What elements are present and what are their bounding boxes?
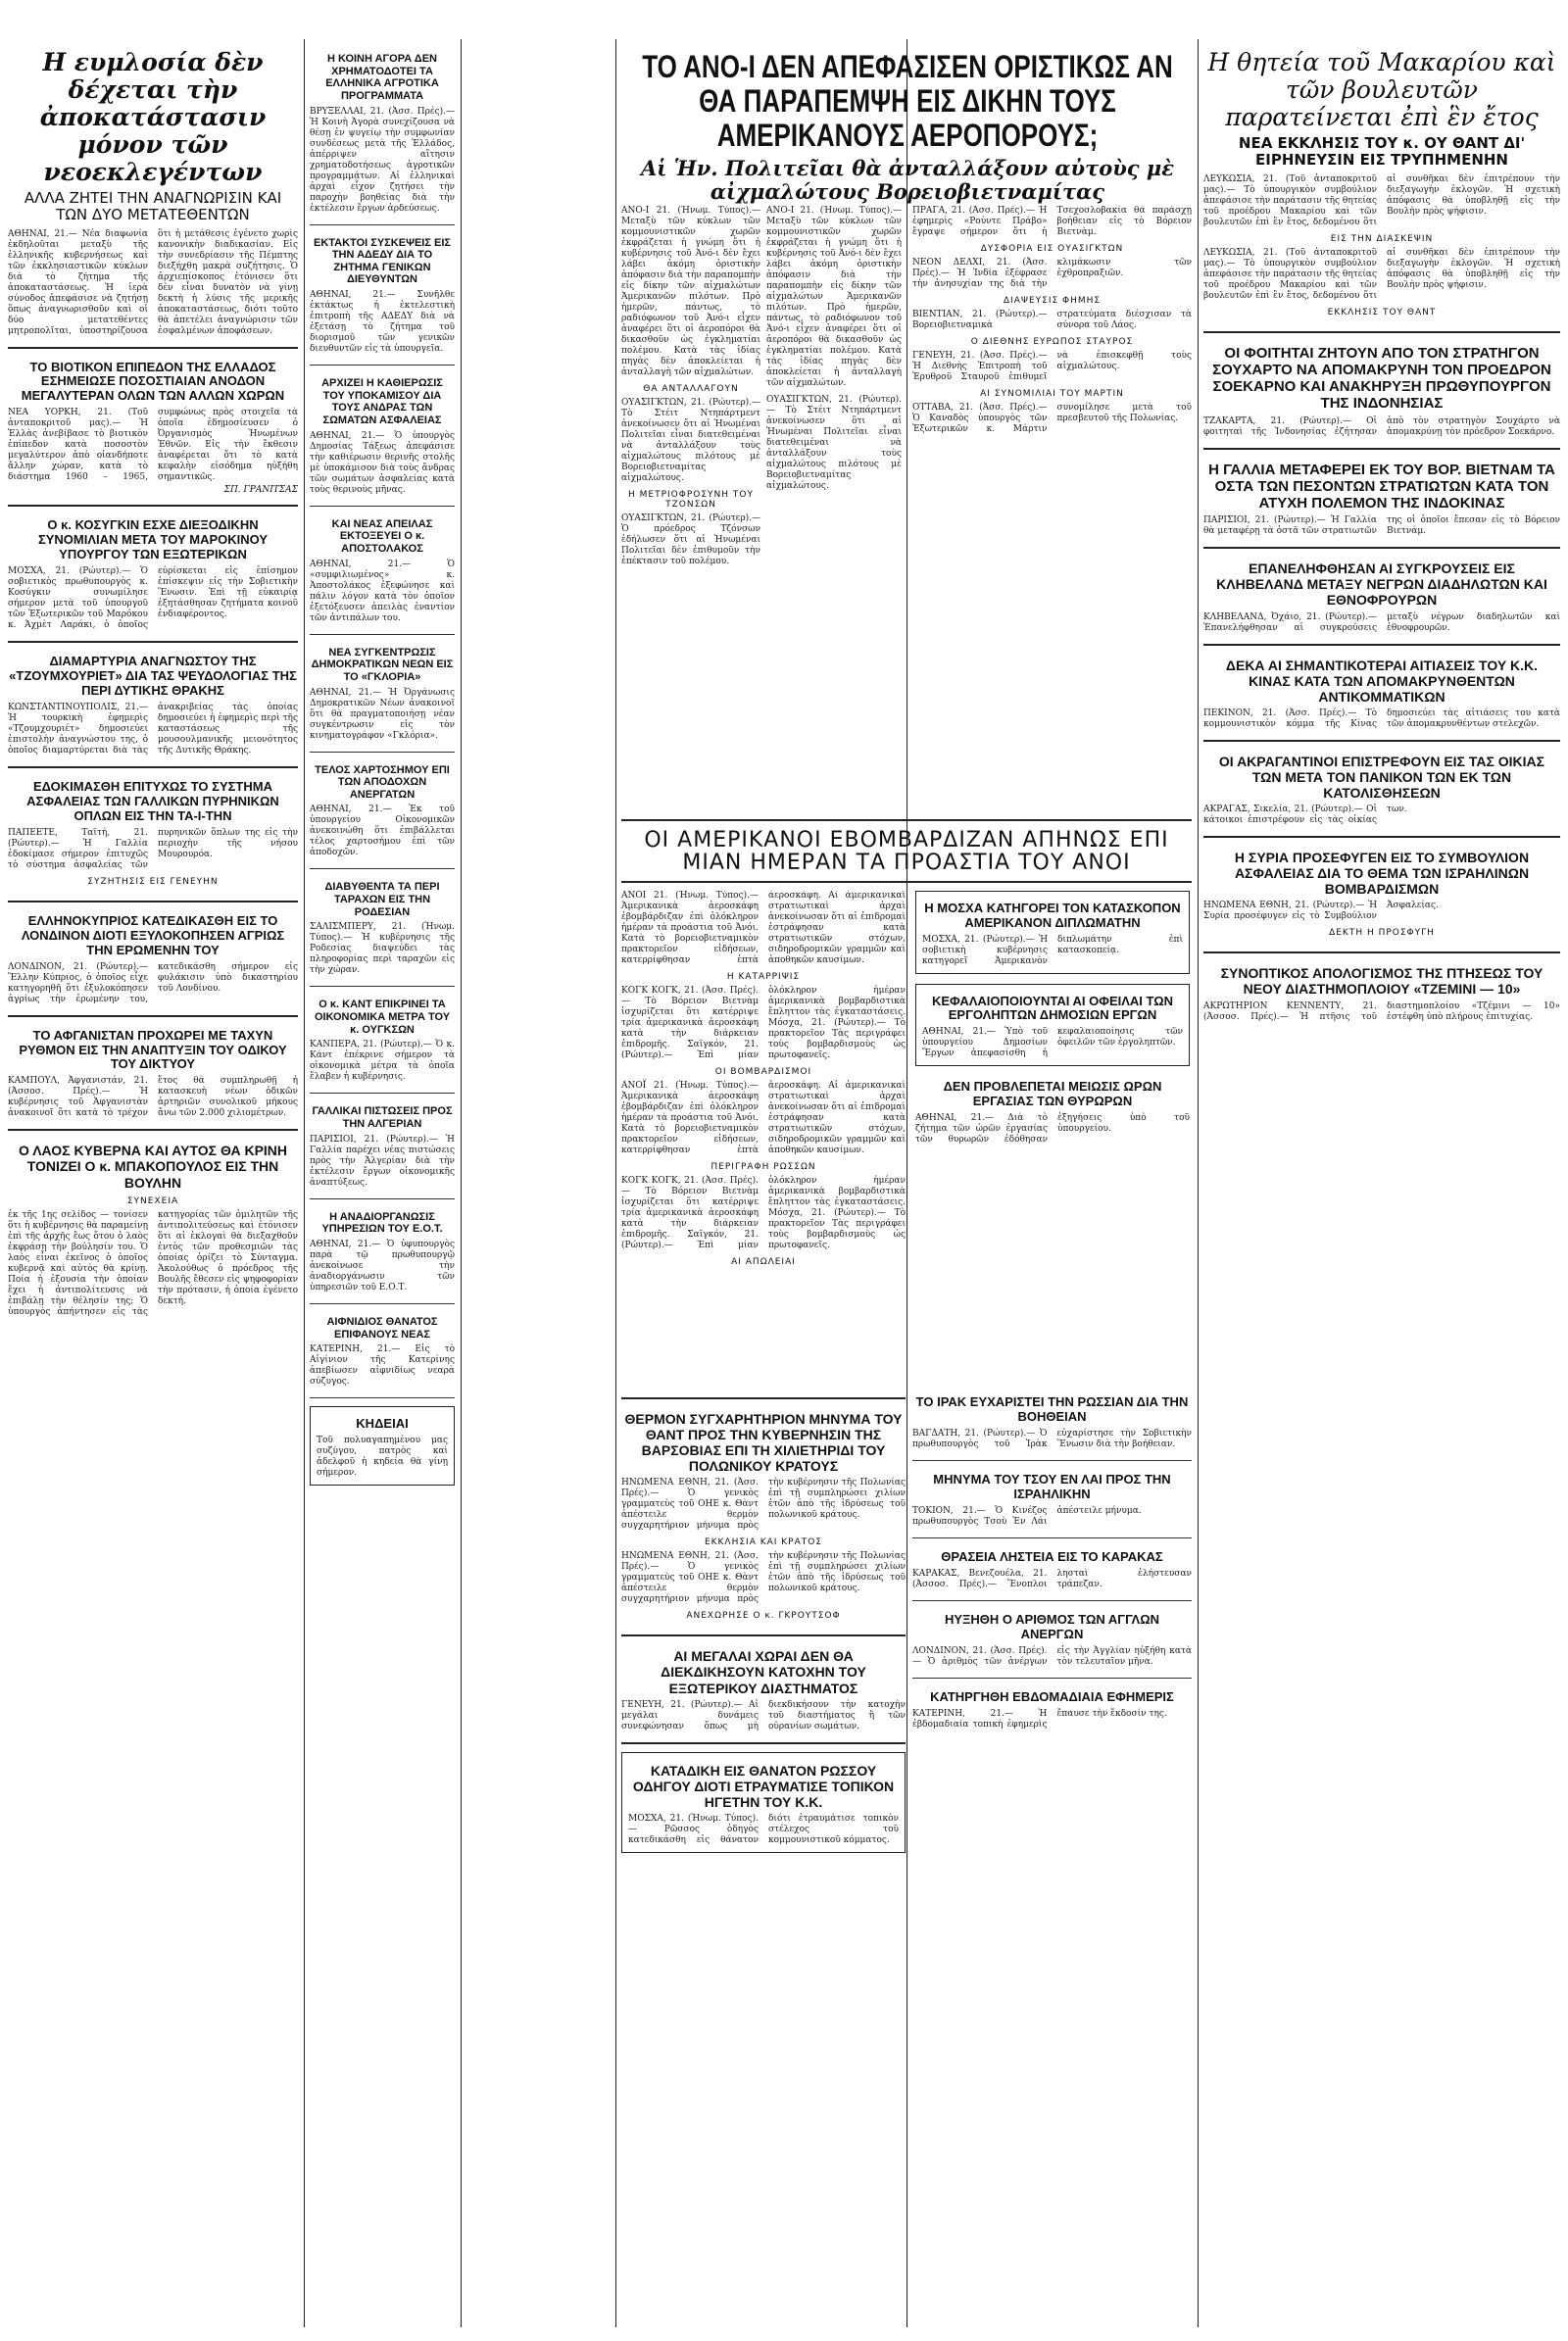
article-body: ΑΘΗΝΑΙ, 21.— Ὁ «συμφιλιωμένος» κ. Ἀποστολάκος ἐξεφώνησε καὶ πάλιν λόγον κατὰ τὸν ὁποῖον ἐξετόξευσεν ἀπειλὰς ἐναντίον τῶν ἀντιπάλων του.: [310, 559, 455, 623]
headline: ΝΕΑ ΣΥΓΚΕΝΤΡΩΣΙΣ ΔΗΜΟΚΡΑΤΙΚΩΝ ΝΕΩΝ ΕΙΣ ΤΟ «ΓΚΛΟΡΙΑ»: [311, 646, 454, 683]
divider: [310, 1198, 455, 1199]
article-body: ΚΑΡΑΚΑΣ, Βενεζουέλα, 21. (Ἀσσοσ. Πρές).— Ἔνοπλοι λησταὶ ἐλήστευσαν τράπεζαν.: [912, 1568, 1192, 1589]
subhead: ΔΙΑΨΕΥΣΙΣ ΦΗΜΗΣ: [1003, 296, 1102, 306]
column-4-upper: [912, 206, 1192, 804]
article-body: ΑΘΗΝΑΙ, 21.— Συνῆλθε ἐκτάκτως ἡ ἐκτελεστικὴ ἐπιτροπὴ τῆς ΑΔΕΔΥ διὰ νὰ ἐξετάσῃ τὸ ζήτημα τοῦ διορισμοῦ τῶν γενικῶν διευθυντῶν εἰς τὰ ὑπουργεῖα.: [310, 290, 455, 355]
article-body: ΜΟΣΧΑ, 21. (Ρώυτερ).— Ἡ σοβιετικὴ κυβέρνησις κατηγορεῖ Ἀμερικανὸν διπλωμάτην ἐπὶ κατασκοπείᾳ.: [922, 934, 1183, 966]
subhead: ΔΕΚΤΗ Η ΠΡΟΣΦΥΓΗ: [1329, 928, 1435, 939]
article: [1203, 458, 1560, 538]
article-body: ΒΑΓΔΑΤΗ, 21. (Ρώυτερ).— Ὁ πρωθυπουργὸς τοῦ Ἰρὰκ εὐχαρίστησε τὴν Σοβιετικὴν Ἕνωσιν διὰ τὴν βοήθειαν.: [912, 1428, 1192, 1449]
article: [1203, 341, 1560, 438]
article: [8, 776, 298, 891]
divider: [310, 1397, 455, 1398]
column-rule: [615, 39, 616, 2327]
article-body: ΛΟΝΔΙΝΟΝ, 21. (Ἀσσ. Πρές).— Ὁ ἀριθμὸς τῶν ἀνέργων εἰς τὴν Ἀγγλίαν ηὐξήθη κατὰ τὸν τελευταῖον μῆνα.: [912, 1645, 1192, 1667]
headline: Η ΣΥΡΙΑ ΠΡΟΣΕΦΥΓΕΝ ΕΙΣ ΤΟ ΣΥΜΒΟΥΛΙΟΝ ΑΣΦΑΛΕΙΑΣ ΔΙΑ ΤΟ ΘΕΜΑ ΤΩΝ ΙΣΡΑΗΛΙΝΩΝ ΒΟΜΒΑΡΔΙΣΜΩΝ: [1234, 850, 1530, 898]
divider: [1203, 836, 1560, 838]
divider: [621, 819, 1192, 821]
headline: ΔΕΚΑ ΑΙ ΣΗΜΑΝΤΙΚΟΤΕΡΑΙ ΑΙΤΙΑΣΕΙΣ ΤΟΥ Κ.Κ. ΚΙΝΑΣ ΚΑΤΑ ΤΩΝ ΑΠΟΜΑΚΡΥΝΘΕΝΤΩΝ ΑΝΤΙΚΟΜΜΑΤΙΚΩΝ: [1225, 657, 1539, 705]
headline: ΤΕΛΟΣ ΧΑΡΤΟΣΗΜΟΥ ΕΠΙ ΤΩΝ ΑΠΟΔΟΧΩΝ ΑΝΕΡΓΑΤΩΝ: [315, 763, 450, 801]
divider: [310, 1303, 455, 1304]
article-body: ΗΝΩΜΕΝΑ ΕΘΝΗ, 21. (Ἀσσ. Πρές).— Ὁ γενικὸς γραμματεὺς τοῦ ΟΗΕ κ. Θὰντ ἀπέστειλε θερμὸν συγχαρητήριον μήνυμα πρὸς τὴν κυβέρνησιν τῆς Πολωνίας ἐπὶ τῇ συμπληρώσει χιλίων ἐτῶν ἀπὸ τῆς ἱδρύσεως τοῦ πολωνικοῦ κράτους.: [621, 1478, 906, 1532]
article-body: ΝΕΑ ΥΟΡΚΗ, 21. (Τοῦ ἀνταποκριτοῦ μας).— Ἡ Ἑλλὰς ἀνεβίβασε τὸ βιοτικὸν ἐπίπεδον κατὰ ποσοστὸν μεγαλύτερον ἀπὸ οἱανδήποτε ἄλλην χώραν, κατὰ τὸ διάστημα 1960 – 1965, συμφώνως πρὸς στοιχεῖα τὰ ὁποῖα ἐδημοσίευσεν ὁ Ὀργανισμὸς Ἡνωμένων Ἐθνῶν. Εἰς τὴν ἔκθεσιν ἀναφέρεται ὅτι τὸ κατὰ κεφαλὴν εἰσόδημα ηὐξήθη σημαντικῶς.: [8, 408, 298, 483]
article-body: ΚΑΤΕΡΙΝΗ, 21.— Εἰς τὸ Αἰγίνιον τῆς Κατερίνης ἀπεβίωσεν αἰφνιδίως νεαρὰ σύζυγος.: [310, 1344, 455, 1388]
column-4-lower: [912, 1391, 1192, 2322]
headline: Η ΚΟΙΝΗ ΑΓΟΡΑ ΔΕΝ ΧΡΗΜΑΤΟΔΟΤΕΙ ΤΑ ΕΛΛΗΝΙΚΑ ΑΓΡΟΤΙΚΑ ΠΡΟΓΡΑΜΜΑΤΑ: [325, 53, 439, 102]
article: [310, 233, 455, 356]
headline: ΕΚΤΑΚΤΟΙ ΣΥΣΚΕΨΕΙΣ ΕΙΣ ΤΗΝ ΑΔΕΔΥ ΔΙΑ ΤΟ ΖΗΤΗΜΑ ΓΕΝΙΚΩΝ ΔΙΕΥΘΥΝΤΩΝ: [313, 236, 452, 286]
article-body: Τοῦ πολυαγαπημένου μας συζύγου, πατρὸς καὶ ἀδελφοῦ ἡ κηδεία θὰ γίνῃ σήμερον.: [317, 1436, 448, 1479]
divider: [1203, 644, 1560, 646]
article: [310, 49, 455, 215]
article: [8, 1139, 298, 1317]
column-3-lower: [621, 1391, 906, 2322]
article: [912, 1391, 1192, 1450]
article-body: ΚΟΓΚ ΚΟΓΚ, 21. (Ἀσσ. Πρές).— Τὸ Βόρειον Βιετνὰμ ἰσχυρίζεται ὅτι κατέρριψε τρία ἀμερικανικὰ ἀεροσκάφη κατὰ τὴν διάρκειαν ἐπιδρομῆς. Σαϊγκόν, 21. (Ρώυτερ).— Ἐπὶ μίαν ὁλόκληρον ἡμέραν ἀμερικανικὰ βομβαρδιστικὰ ἔπληττον τὰς ἐγκαταστάσεις. Μόσχα, 21. (Ρώυτερ).— Τὸ πρακτορεῖον Τὰς περιγράφει τοὺς βομβαρδισμοὺς ὡς πρωτοφανεῖς.: [621, 1175, 906, 1250]
subhead: ΕΚΚΛΗΣΙΑ ΚΑΙ ΚΡΑΤΟΣ: [704, 1537, 823, 1548]
headline: ΘΡΑΣΕΙΑ ΛΗΣΤΕΙΑ ΕΙΣ ΤΟ ΚΑΡΑΚΑΣ: [941, 1548, 1163, 1564]
article: [310, 760, 455, 859]
article: [1203, 654, 1560, 730]
article: [1203, 846, 1560, 942]
article: [8, 910, 298, 1005]
headline: ΚΕΦΑΛΑΙΟΠΟΙΟΥΝΤΑΙ ΑΙ ΟΦΕΙΛΑΙ ΤΩΝ ΕΡΓΟΛΗΠΤΩΝ ΔΗΜΟΣΙΩΝ ΕΡΓΩΝ: [931, 993, 1174, 1023]
headline: ΤΟ ΑΦΓΑΝΙΣΤΑΝ ΠΡΟΧΩΡΕΙ ΜΕ ΤΑΧΥΝ ΡΥΘΜΟΝ ΕΙΣ ΤΗΝ ΑΝΑΠΤΥΞΙΝ ΤΟΥ ΟΔΙΚΟΥ ΤΟΥ ΔΙΚΤΥΟΥ: [19, 1027, 287, 1072]
divider: [621, 881, 1192, 883]
article-body: ΤΟΚΙΟΝ, 21.— Ὁ Κινέζος πρωθυπουργὸς Τσοὺ Ἐν Λάι ἀπέστειλε μήνυμα.: [912, 1505, 1142, 1527]
divider: [310, 1093, 455, 1094]
article: [621, 1752, 906, 1853]
article: [915, 984, 1190, 1067]
divider: [310, 224, 455, 225]
subhead: ΑΙ ΑΠΩΛΕΙΑΙ: [731, 1256, 796, 1267]
divider: [912, 1678, 1192, 1679]
article: [310, 1101, 455, 1188]
subheadline: ΝΕΑ ΕΚΚΛΗΣΙΣ ΤΟΥ κ. ΟΥ ΘΑΝΤ ΔΙ' ΕΙΡΗΝΕΥΣΙΝ ΕΙΣ ΤΡΥΠΗΜΕΝΗΝ: [1238, 134, 1526, 170]
article: [8, 357, 298, 496]
article: [1203, 557, 1560, 633]
headline: ΔΕΝ ΠΡΟΒΛΕΠΕΤΑΙ ΜΕΙΩΣΙΣ ΩΡΩΝ ΕΡΓΑΣΙΑΣ ΤΩΝ ΘΥΡΩΡΩΝ: [943, 1079, 1162, 1109]
article-body: ΒΡΥΞΕΛΛΑΙ, 21. (Ἀσσ. Πρές).— Ἡ Κοινὴ Ἀγορὰ συνεχίζουσα νὰ θέσῃ ἐν ψυγείῳ τὴν συμφωνίαν συνδέσεως μετὰ τῆς Ἑλλάδος, ἀπέρριψεν αἴτησιν χρηματοδοτήσεως ἀγροτικῶν προγραμμάτων. Αἱ ἑλληνικαὶ ἀρχαὶ εἶχον ζητήσει τὴν παροχὴν βοηθείας διὰ τὴν ἐκτέλεσιν ἔργων ἀρδεύσεως.: [310, 106, 455, 214]
headline: Η ΑΝΑΔΙΟΡΓΑΝΩΣΙΣ ΥΠΗΡΕΣΙΩΝ ΤΟΥ Ε.Ο.Τ.: [321, 1210, 443, 1236]
divider: [1203, 547, 1560, 549]
divider: [8, 641, 298, 643]
subhead: ΠΕΡΙΓΡΑΦΗ ΡΩΣΣΩΝ: [710, 1161, 816, 1172]
lead-subheadline: Αἱ Ἡν. Πολιτεῖαι θὰ ἀνταλλάξουν αὐτοὺς μὲ αἰχμαλώτους Βορειοβιετναμίτας: [640, 156, 1175, 204]
article-body: ΑΘΗΝΑΙ, 21.— Ὁ ὑπουργὸς Δημοσίας Τάξεως ἀπεφάσισε τὴν καθιέρωσιν θερινῆς στολῆς μὲ ὑποκάμισον διὰ τοὺς ἄνδρας τῶν σωμάτων ἀσφαλείας κατὰ τοὺς θερινοὺς μῆνας.: [310, 430, 455, 495]
article-body: ΑΘΗΝΑΙ, 21.— Νέα διαφωνία ἐκδηλοῦται μεταξὺ τῆς ἑλληνικῆς κυβερνήσεως καὶ τῶν ἐκκλησιαστικῶν κύκλων διὰ τὸ ζήτημα τῆς ἀποκαταστάσεως. Ἡ ἱερὰ σύνοδος ἀπεφάσισε νὰ ζητήσῃ ὅπως ἀναγνωρισθοῦν καὶ οἱ δύο μετατεθέντες μητροπολῖται, ὑποστηρίζουσα ὅτι ἡ μετάθεσις ἐγένετο χωρὶς κανονικὴν διαδικασίαν. Εἰς τὴν συνεδρίασιν τῆς Πέμπτης διεξήχθη μακρὰ συζήτησις. Ὁ ἀρχιεπίσκοπος ἐτόνισεν ὅτι δὲν εἶναι δυνατὸν νὰ γίνῃ δεκτὴ ἡ λύσις τῆς μερικῆς ἀποκαταστάσεως, διότι τοῦτο θὰ ἀπετέλει ἀναγνώρισιν τῶν ἐσφαλμένων ἀποφάσεων.: [8, 228, 298, 336]
column-rule: [461, 39, 462, 2327]
headline: Ο κ. ΚΑΝΤ ΕΠΙΚΡΙΝΕΙ ΤΑ ΟΙΚΟΝΟΜΙΚΑ ΜΕΤΡΑ ΤΟΥ κ. ΟΥΓΚΣΩΝ: [314, 999, 451, 1036]
divider: [310, 986, 455, 987]
article-body: ΚΩΝΣΤΑΝΤΙΝΟΥΠΟΛΙΣ, 21.— Ἡ τουρκικὴ ἐφημερὶς «Τζουμχουριέτ» δημοσιεύει ἐπιστολὴν ἀναγνώστου της, ὁ ὁποῖος διαμαρτύρεται διὰ τὰς ἀνακριβείας τὰς ὁποίας δημοσιεύει ἡ ἐφημερὶς περὶ τῆς καταστάσεως τῆς μουσουλμανικῆς μειονότητος τῆς Δυτικῆς Θράκης.: [8, 702, 298, 756]
subhead: Ο ΔΙΕΘΝΗΣ ΕΥΡΩΠΟΣ ΣΤΑΥΡΟΣ: [970, 337, 1134, 347]
headline: ΔΙΑΜΑΡΤΥΡΙΑ ΑΝΑΓΝΩΣΤΟΥ ΤΗΣ «ΤΖΟΥΜΧΟΥΡΙΕΤ» ΔΙΑ ΤΑΣ ΨΕΥΔΟΛΟΓΙΑΣ ΤΗΣ ΠΕΡΙ ΔΥΤΙΚΗΣ ΘΡΑΚΗΣ: [9, 654, 297, 698]
subhead: ΕΚΚΛΗΣΙΣ ΤΟΥ ΘΑΝΤ: [1327, 307, 1437, 317]
article-body: ΚΟΓΚ ΚΟΓΚ, 21. (Ἀσσ. Πρές).— Τὸ Βόρειον Βιετνὰμ ἰσχυρίζεται ὅτι κατέρριψε τρία ἀμερικανικὰ ἀεροσκάφη κατὰ τὴν διάρκειαν ἐπιδρομῆς. Σαϊγκόν, 21. (Ρώυτερ).— Ἐπὶ μίαν ὁλόκληρον ἡμέραν ἀμερικανικὰ βομβαρδιστικὰ ἔπληττον τὰς ἐγκαταστάσεις. Μόσχα, 21. (Ρώυτερ).— Τὸ πρακτορεῖον Τὰς περιγράφει τοὺς βομβαρδισμοὺς ὡς πρωτοφανεῖς.: [621, 985, 906, 1060]
article: [912, 1469, 1192, 1528]
article-body: ΗΝΩΜΕΝΑ ΕΘΝΗ, 21. (Ἀσσ. Πρές).— Ὁ γενικὸς γραμματεὺς τοῦ ΟΗΕ κ. Θὰντ ἀπέστειλε θερμὸν συγχαρητήριον μήνυμα πρὸς τὴν κυβέρνησιν τῆς Πολωνίας ἐπὶ τῇ συμπληρώσει χιλίων ἐτῶν ἀπὸ τῆς ἱδρύσεως τοῦ πολωνικοῦ κράτους.: [621, 1551, 906, 1605]
article-body: ΓΕΝΕΥΗ, 21. (Ἀσσ. Πρές).— Ἡ Διεθνὴς Ἐπιτροπὴ τοῦ Ἐρυθροῦ Σταυροῦ ἐπιθυμεῖ νὰ ἐπισκεφθῇ τοὺς αἰχμαλώτους.: [912, 351, 1192, 382]
subhead: ΣΥΖΗΤΗΣΙΣ ΕΙΣ ΓΕΝΕΥΗΝ: [87, 876, 219, 887]
column-2: [310, 49, 455, 2327]
headline: ΣΥΝΟΠΤΙΚΟΣ ΑΠΟΛΟΓΙΣΜΟΣ ΤΗΣ ΠΤΗΣΕΩΣ ΤΟΥ ΝΕΟΥ ΔΙΑΣΤΗΜΟΠΛΟΙΟΥ «ΤΖΕΜΙΝΙ — 10»: [1220, 965, 1544, 998]
article-body: ΣΑΛΙΣΜΠΕΡΥ, 21. (Ἡνωμ. Τύπος).— Ἡ κυβέρνησις τῆς Ροδεσίας διαψεύδει τὰς πληροφορίας περὶ ταραχῶν εἰς τὴν χώραν.: [310, 922, 455, 976]
article-body: ΛΟΝΔΙΝΟΝ, 21. (Ρώυτερ).— Ἕλλην Κύπριος, ὁ ὁποῖος εἶχε κατηγορηθῆ ὅτι ἐξυλοκόπησεν ἀγρίως τὴν ἐρωμένην του, κατεδικάσθη σήμερον εἰς φυλάκισιν ὑπὸ δικαστηρίου τοῦ Λονδίνου.: [8, 961, 298, 1004]
headline: ΟΙ ΑΚΡΑΓΑΝΤΙΝΟΙ ΕΠΙΣΤΡΕΦΟΥΝ ΕΙΣ ΤΑΣ ΟΙΚΙΑΣ ΤΩΝ ΜΕΤΑ ΤΟΝ ΠΑΝΙΚΟΝ ΤΩΝ ΕΚ ΤΩΝ ΚΑΤΟΛΙΣΘΗΣΕΩΝ: [1218, 753, 1545, 801]
article: [310, 1207, 455, 1293]
article: [8, 1025, 298, 1120]
headline: ΚΗΔΕΙΑΙ: [356, 1416, 409, 1432]
article: [1203, 49, 1560, 321]
article-body: ΟΤΤΑΒΑ, 21. (Ἀσσ. Πρές).— Ὁ Καναδὸς ὑπουργὸς τῶν Ἐξωτερικῶν κ. Μάρτιν συνομίλησε μετὰ τοῦ πρεσβευτοῦ τῆς Πολωνίας.: [912, 403, 1192, 434]
headline: ΔΙΑΒΥΘΕΝΤΑ ΤΑ ΠΕΡΙ ΤΑΡΑΧΩΝ ΕΙΣ ΤΗΝ ΡΟΔΕΣΙΑΝ: [324, 881, 440, 918]
divider: [310, 634, 455, 635]
article-body: ΚΑΝΠΕΡΑ, 21. (Ρώυτερ).— Ὁ κ. Κάντ ἐπέκρινε σήμερον τὰ οἰκονομικὰ μέτρα τὰ ὁποῖα ἔλαβεν ἡ κυβέρνησις.: [310, 1040, 455, 1083]
lead-headline: ΤΟ ΑΝΟ-Ι ΔΕΝ ΑΠΕΦΑΣΙΣΕΝ ΟΡΙΣΤΙΚΩΣ ΑΝ ΘΑ ΠΑΡΑΠΕΜΨΗ ΕΙΣ ΔΙΚΗΝ ΤΟΥΣ ΑΜΕΡΙΚΑΝΟΥΣ ΑΕΡΟΠΟΡΟΥΣ;: [642, 47, 1173, 154]
divider: [310, 506, 455, 507]
article: [8, 651, 298, 756]
headline: ΟΙ ΑΜΕΡΙΚΑΝΟΙ ΕΒΟΜΒΑΡΔΙΖΑΝ ΑΠΗΝΩΣ ΕΠΙ ΜΙΑΝ ΗΜΕΡΑΝ ΤΑ ΠΡΟΑΣΤΙΑ ΤΟΥ ΑΝΟΙ: [644, 828, 1169, 876]
article-body: ΑΘΗΝΑΙ, 21.— Ὑπὸ τοῦ ὑπουργείου Δημοσίων Ἔργων ἀπεφασίσθη ἡ κεφαλαιοποίησις τῶν ὀφειλῶν τῶν ἐργοληπτῶν.: [922, 1027, 1183, 1059]
article-body: ἐκ τῆς 1ης σελίδος — τονίσεν ὅτι ἡ κυβέρνησις θὰ παραμείνῃ ἐπὶ τῆς ἀρχῆς ἕως ὅτου ὁ λαὸς ἐκφράσῃ τὴν βούλησίν του. Ὁ λαὸς εἶναι ἐκεῖνος ὁ ὁποῖος κυβερνᾷ καὶ αὐτὸς θὰ κρίνῃ. Ποία ἡ ἐξουσία τὴν ὁποίαν ἔχει ἡ ἀντιπολίτευσις νὰ ἐπιβάλῃ τὴν θέλησίν της; Ὁ ὑπουργὸς ἀπήντησεν εἰς τὰς κατηγορίας τῶν ὁμιλητῶν τῆς ἀντιπολιτεύσεως καὶ ἐτόνισεν ὅτι αἱ ἐκλογαὶ θὰ διεξαχθοῦν ἐντὸς τῶν προθεσμιῶν τὰς ὁποίας ὁρίζει τὸ Σύνταγμα. Ἀκολούθως ὁ πρόεδρος τῆς Βουλῆς ἔθεσεν εἰς ψηφοφορίαν τὴν πρότασιν, ἡ ὁποία ἐγένετο δεκτή.: [8, 1209, 298, 1317]
article-body: ΑΘΗΝΑΙ, 21.— Ἐκ τοῦ ὑπουργείου Οἰκονομικῶν ἀνεκοινώθη ὅτι ἐπιβάλλεται τέλος χαρτοσήμου ἐπὶ τῶν ἀποδοχῶν.: [310, 805, 455, 858]
headline: ΗΥΞΗΘΗ Ο ΑΡΙΘΜΟΣ ΤΩΝ ΑΓΓΛΩΝ ΑΝΕΡΓΩΝ: [944, 1611, 1160, 1641]
article-body: ΠΡΑΓΑ, 21. (Ἀσσ. Πρές).— Ἡ ἐφημερὶς «Ρούντε Πράβο» ἔγραψε σήμερον ὅτι ἡ Τσεχοσλοβακία θὰ παράσχῃ βοήθειαν εἰς τὸ Βόρειον Βιετνὰμ.: [912, 206, 1192, 237]
headline: ΑΙΦΝΙΔΙΟΣ ΘΑΝΑΤΟΣ ΕΠΙΦΑΝΟΥΣ ΝΕΑΣ: [326, 1315, 438, 1341]
article-body: ΤΖΑΚΑΡΤΑ, 21. (Ρώυτερ).— Οἱ φοιτηταὶ τῆς Ἰνδονησίας ἐζήτησαν ἀπὸ τὸν στρατηγὸν Σουχάρτο νὰ ἀπομακρύνῃ τὸν πρόεδρον Σοεκάρνο.: [1203, 415, 1560, 437]
article-body: ΑΝΟΪ 21. (Ἡνωμ. Τύπος).— Ἀμερικανικὰ ἀεροσκάφη ἐβομβάρδιζαν ἐπὶ ὁλόκληρον ἡμέραν τὰ προάστια τοῦ Ἀνόι. Κατὰ τὸ βορειοβιετναμικὸν πρακτορεῖον εἰδήσεων, κατερρίφθησαν ἑπτὰ ἀεροσκάφη. Αἱ ἀμερικανικαὶ στρατιωτικαὶ ἀρχαὶ ἀνεκοίνωσαν ὅτι αἱ ἐπιδρομαὶ ἐστράφησαν κατὰ στρατιωτικῶν στόχων, σιδηροδρομικῶν γραμμῶν καὶ ἀποθηκῶν καυσίμων.: [621, 890, 906, 965]
article: [912, 1686, 1192, 1731]
headline: ΟΙ ΦΟΙΤΗΤΑΙ ΖΗΤΟΥΝ ΑΠΟ ΤΟΝ ΣΤΡΑΤΗΓΟΝ ΣΟΥΧΑΡΤΟ ΝΑ ΑΠΟΜΑΚΡΥΝΗ ΤΟΝ ΠΡΟΕΔΡΟΝ ΣΟΕΚΑΡΝΟ ΚΑΙ ΑΝΑΚΗΡΥΞΗ ΠΡΩΘΥΠΟΥΡΓΟΝ ΤΗΣ ΙΝΔΟΝΗΣΙΑΣ: [1212, 344, 1551, 413]
column-3-upper: [621, 206, 760, 804]
divider: [912, 1460, 1192, 1461]
article: [912, 1609, 1192, 1668]
headline: ΤΟ ΒΙΟΤΙΚΟΝ ΕΠΙΠΕΔΟΝ ΤΗΣ ΕΛΛΑΔΟΣ ΕΣΗΜΕΙΩΣΕ ΠΟΣΟΣΤΙΑΙΑΝ ΑΝΟΔΟΝ ΜΕΓΑΛΥΤΕΡΑΝ ΟΛΩΝ ΤΩΝ ΑΛΛΩΝ ΧΩΡΩΝ: [21, 359, 285, 404]
headline: Η ΓΑΛΛΙΑ ΜΕΤΑΦΕΡΕΙ ΕΚ ΤΟΥ ΒΟΡ. ΒΙΕΤΝΑΜ ΤΑ ΟΣΤΑ ΤΩΝ ΠΕΣΟΝΤΩΝ ΣΤΡΑΤΙΩΤΩΝ ΚΑΤΑ ΤΟΝ ΑΤΥΧΗ ΠΟΛΕΜΟΝ ΤΗΣ ΙΝΔΟΚΙΝΑΣ: [1208, 461, 1555, 512]
headline: ΕΛΛΗΝΟΚΥΠΡΙΟΣ ΚΑΤΕΔΙΚΑΣΘΗ ΕΙΣ ΤΟ ΛΟΝΔΙΝΟΝ ΔΙΟΤΙ ΕΞΥΛΟΚΟΠΗΣΕΝ ΑΓΡΙΩΣ ΤΗΝ ΕΡΩΜΕΝΗΝ ΤΟΥ: [21, 912, 285, 957]
obituary-box: [310, 1406, 455, 1486]
wide-article: [621, 813, 1192, 1361]
article: [1203, 750, 1560, 826]
article: [310, 995, 455, 1083]
article: [310, 643, 455, 742]
article-body: ΒΙΕΝΤΙΑΝ, 21. (Ρώυτερ).— Βορειοβιετναμικὰ στρατεύματα διέσχισαν τὰ σύνορα τοῦ Λάος.: [912, 310, 1192, 330]
subhead: ΘΑ ΑΝΤΑΛΛΑΓΟΥΝ: [643, 384, 739, 394]
article: [915, 1076, 1190, 1146]
article: [310, 1312, 455, 1388]
headline: Ο κ. ΚΟΣΥΓΚΙΝ ΕΣΧΕ ΔΙΕΞΟΔΙΚΗΝ ΣΥΝΟΜΙΛΙΑΝ ΜΕΤΑ ΤΟΥ ΜΑΡΟΚΙΝΟΥ ΥΠΟΥΡΓΟΥ ΤΩΝ ΕΞΩΤΕΡΙΚΩΝ: [37, 517, 269, 562]
article-body: ΚΛΗΒΕΛΑΝΔ, Ὀχάιο, 21. (Ρώυτερ).— Ἐπανελήφθησαν αἱ συγκρούσεις μεταξὺ νέγρων διαδηλωτῶν καὶ ἐθνοφρουρῶν.: [1203, 611, 1560, 633]
byline: ΣΠ. ΓΡΑΝΙΤΣΑΣ: [223, 485, 298, 496]
divider: [1203, 448, 1560, 450]
article: [310, 877, 455, 976]
article-body: ΠΑΠΕΕΤΕ, Ταϊτή, 21. (Ρώυτερ).— Ἡ Γαλλία ἐδοκίμασε σήμερον ἐπιτυχῶς τὸ σύστημα ἀσφαλείας τῶν πυρηνικῶν ὅπλων της εἰς τὴν περιοχὴν τῆς νήσου Μουρουρόα.: [8, 827, 298, 870]
divider: [310, 365, 455, 366]
subhead: ΑΝΕΧΩΡΗΣΕ Ο κ. ΓΚΡΟΥΤΣΟΦ: [686, 1611, 841, 1622]
article-body: ΓΕΝΕΥΗ, 21. (Ρώυτερ).— Αἱ μεγάλαι δυνάμεις συνεφώνησαν ὅπως μὴ διεκδικήσουν τὴν κατοχὴν τοῦ διαστήματος ἢ τῶν οὐρανίων σωμάτων.: [621, 1699, 906, 1731]
divider: [1203, 331, 1560, 333]
divider: [621, 1634, 906, 1636]
headline: ΑΡΧΙΖΕΙ Η ΚΑΘΙΕΡΩΣΙΣ ΤΟΥ ΥΠΟΚΑΜΙΣΟΥ ΔΙΑ ΤΟΥΣ ΑΝΔΡΑΣ ΤΩΝ ΣΩΜΑΤΩΝ ΑΣΦΑΛΕΙΑΣ: [321, 377, 443, 427]
article: [8, 49, 298, 337]
subhead: ΟΙ ΒΟΜΒΑΡΔΙΣΜΟΙ: [714, 1066, 812, 1077]
divider: [1203, 951, 1560, 953]
divider: [8, 766, 298, 768]
article-body: ΝΕΟΝ ΔΕΛΧΙ, 21. (Ἀσσ. Πρές).— Ἡ Ἰνδία ἐξέφρασε τὴν ἀνησυχίαν της διὰ τὴν κλιμάκωσιν τῶν ἐχθροπραξιῶν.: [912, 258, 1192, 289]
headline: ΚΑΤΗΡΓΗΘΗ ΕΒΔΟΜΑΔΙΑΙΑ ΕΦΗΜΕΡΙΣ: [930, 1688, 1174, 1704]
article-body: ΠΑΡΙΣΙΟΙ, 21. (Ρώυτερ).— Ἡ Γαλλία θὰ μεταφέρῃ τὰ ὀστᾶ τῶν στρατιωτῶν της οἱ ὁποῖοι ἔπεσαν εἰς τὸ Βόρειον Βιετνάμ.: [1203, 515, 1560, 537]
headline: Ο ΛΑΟΣ ΚΥΒΕΡΝΑ ΚΑΙ ΑΥΤΟΣ ΘΑ ΚΡΙΝΗ ΤΟΝΙΖΕΙ Ο κ. ΜΠΑΚΟΠΟΥΛΟΣ ΕΙΣ ΤΗΝ ΒΟΥΛΗΝ: [18, 1143, 288, 1191]
subhead: ΣΥΝΕΧΕΙΑ: [126, 1195, 179, 1206]
headline: ΚΑΙ ΝΕΑΣ ΑΠΕΙΛΑΣ ΕΚΤΟΞΕΥΕΙ Ο κ. ΑΠΟΣΤΟΛΑΚΟΣ: [331, 517, 433, 555]
subhead: Η ΜΕΤΡΙΟΦΡΟΣΥΝΗ ΤΟΥ ΤΖΟΝΣΩΝ: [628, 490, 754, 510]
headline: ΜΗΝΥΜΑ ΤΟΥ ΤΣΟΥ ΕΝ ΛΑΙ ΠΡΟΣ ΤΗΝ ΙΣΡΑΗΛΙΚΗΝ: [933, 1471, 1171, 1501]
article-body: ΜΟΣΧΑ, 21. (Ρώυτερ).— Ὁ σοβιετικὸς πρωθυπουργὸς κ. Κοσύγκιν συνωμίλησε σήμερον μετὰ τοῦ ὑπουργοῦ τῶν Ἐξωτερικῶν τοῦ Μαρόκου κ. Ἀχμὲτ Λαράκι, ὁ ὁποῖος εὑρίσκεται εἰς ἐπίσημον ἐπίσκεψιν εἰς τὴν Σοβιετικὴν Ἕνωσιν. Ἐπὶ τῇ εὐκαιρίᾳ ἐξητάσθησαν ζητήματα κοινοῦ ἐνδιαφέροντος.: [8, 566, 298, 631]
divider: [310, 868, 455, 869]
divider: [8, 347, 298, 349]
subhead: ΕΙΣ ΤΗΝ ΔΙΑΣΚΕΨΙΝ: [1330, 233, 1434, 244]
article-body: ΑΝΟΪ 21. (Ἡνωμ. Τύπος).— Ἀμερικανικὰ ἀεροσκάφη ἐβομβάρδιζαν ἐπὶ ὁλόκληρον ἡμέραν τὰ προάστια τοῦ Ἀνόι. Κατὰ τὸ βορειοβιετναμικὸν πρακτορεῖον εἰδήσεων, κατερρίφθησαν ἑπτὰ ἀεροσκάφη. Αἱ ἀμερικανικαὶ στρατιωτικαὶ ἀρχαὶ ἀνεκοίνωσαν ὅτι αἱ ἐπιδρομαὶ ἐστράφησαν κατὰ στρατιωτικῶν στόχων, σιδηροδρομικῶν γραμμῶν καὶ ἀποθηκῶν καυσίμων.: [621, 1080, 906, 1155]
article-body: ΑΘΗΝΑΙ, 21.— Ὁ ὑφυπουργὸς παρὰ τῷ πρωθυπουργῷ ἀνεκοίνωσε τὴν ἀναδιοργάνωσιν τῶν ὑπηρεσιῶν τοῦ Ε.Ο.Τ.: [310, 1239, 455, 1292]
article-body: ΟΥΑΣΙΓΚΤΩΝ, 21. (Ρώυτερ).— Τὸ Στέιτ Ντηπάρτμεντ ἀνεκοίνωσεν ὅτι αἱ Ἡνωμέναι Πολιτεῖαι εἶναι διατεθειμέναι νὰ ἀνταλλάξουν τοὺς αἰχμαλώτους πιλότους μὲ Βορειοβιετναμίτας αἰχμαλώτους.: [621, 398, 760, 483]
headline: ΓΑΛΛΙΚΑΙ ΠΙΣΤΩΣΕΙΣ ΠΡΟΣ ΤΗΝ ΑΛΓΕΡΙΑΝ: [312, 1105, 453, 1130]
article-body: ΟΥΑΣΙΓΚΤΩΝ, 21. (Ρώυτερ).— Ὁ πρόεδρος Τζόνσων ἐδήλωσεν ὅτι αἱ Ἡνωμέναι Πολιτεῖαι δὲν ἐπιθυμοῦν τὴν ἐπέκτασιν τοῦ πολέμου.: [621, 513, 760, 566]
article: [8, 514, 298, 631]
divider: [912, 1600, 1192, 1601]
article-body: ΗΝΩΜΕΝΑ ΕΘΝΗ, 21. (Ρώυτερ).— Ἡ Συρία προσέφυγεν εἰς τὸ Συμβούλιον Ἀσφαλείας.: [1203, 901, 1439, 922]
column-1: [8, 49, 298, 2327]
article: [915, 891, 1190, 974]
divider: [8, 1129, 298, 1131]
article-body: ΑΝΟ-Ι 21. (Ἡνωμ. Τύπος).— Μεταξὺ τῶν κύκλων τῶν κομμουνιστικῶν χωρῶν ἐκφράζεται ἡ γνώμη ὅτι ἡ κυβέρνησις τοῦ Ἀνό-ι δὲν ἔχει λάβει ἀκόμη ὁριστικὴν ἀπόφασιν διὰ τὴν παραπομπὴν εἰς δίκην τῶν αἰχμαλώτων Ἀμερικανῶν πιλότων. Πρὸ ἡμερῶν, πάντως, τὸ ραδιόφωνον τοῦ Ἀνό-ι εἶχεν ἀναφέρει ὅτι οἱ ἀεροπόροι θὰ δικασθοῦν ὡς ἐγκληματίαι πολέμου. Κατὰ τὰς ἰδίας πηγὰς δὲν ἀποκλείεται ἡ ἀνταλλαγὴ τῶν αἰχμαλώτων.: [766, 206, 902, 388]
article-body: ΠΕΚΙΝΟΝ, 21. (Ἀσσ. Πρές).— Τὸ κομμουνιστικὸν κόμμα τῆς Κίνας δημοσιεύει τὰς αἰτιάσεις του κατὰ τῶν ἀπομακρυνθέντων στελεχῶν.: [1203, 707, 1560, 729]
headline: ΘΕΡΜΟΝ ΣΥΓΧΑΡΗΤΗΡΙΟΝ ΜΗΝΥΜΑ ΤΟΥ ΘΑΝΤ ΠΡΟΣ ΤΗΝ ΚΥΒΕΡΝΗΣΙΝ ΤΗΣ ΒΑΡΣΟΒΙΑΣ ΕΠΙ ΤΗ ΧΙΛΙΕΤΗΡΙΔΙ ΤΟΥ ΠΟΛΩΝΙΚΟΥ ΚΡΑΤΟΥΣ: [624, 1411, 903, 1475]
headline: Η θητεία τοῦ Μακαρίου καὶ τῶν βουλευτῶν παρατείνεται ἐπὶ ἓν ἔτος: [1207, 49, 1556, 131]
headline: ΕΔΟΚΙΜΑΣΘΗ ΕΠΙΤΥΧΩΣ ΤΟ ΣΥΣΤΗΜΑ ΑΣΦΑΛΕΙΑΣ ΤΩΝ ΓΑΛΛΙΚΩΝ ΠΥΡΗΝΙΚΩΝ ΟΠΛΩΝ ΕΙΣ ΤΗΝ ΤΑ-Ι-ΤΗΝ: [26, 778, 279, 823]
divider: [8, 505, 298, 507]
lead-banner: [623, 49, 1192, 207]
column-rule: [1198, 39, 1199, 2327]
article: [1203, 961, 1560, 1022]
divider: [912, 1537, 1192, 1538]
divider: [8, 901, 298, 902]
divider: [1203, 740, 1560, 742]
article-body: ΛΕΥΚΩΣΙΑ, 21. (Τοῦ ἀνταποκριτοῦ μας).— Τὸ ὑπουργικὸν συμβούλιον ἀπεφάσισε τὴν παράτασιν τῆς θητείας τοῦ προέδρου Μακαρίου καὶ τῶν βουλευτῶν ἐπὶ ἓν ἔτος, δεδομένου ὅτι αἱ συνθῆκαι δὲν ἐπιτρέπουν τὴν διεξαγωγὴν ἐκλογῶν. Ἡ σχετικὴ ἀπόφασις θὰ ὑποβληθῇ εἰς τὴν Βουλὴν πρὸς ψήφισιν.: [1203, 247, 1560, 301]
divider: [621, 1397, 906, 1399]
subheadline: ΑΛΛΑ ΖΗΤΕΙ ΤΗΝ ΑΝΑΓΝΩΡΙΣΙΝ ΚΑΙ ΤΩΝ ΔΥΟ ΜΕΤΑΤΕΘΕΝΤΩΝ: [24, 189, 282, 224]
column-rule: [304, 39, 305, 2327]
article: [912, 1546, 1192, 1590]
article-body: ΜΟΣΧΑ, 21. (Ἡνωμ. Τύπος).— Ρῶσσος ὁδηγὸς κατεδικάσθη εἰς θάνατον διότι ἐτραυμάτισε τοπικὸν στέλεχος τοῦ κομμουνιστικοῦ κόμματος.: [628, 1813, 899, 1845]
subhead: Η ΚΑΤΑΡΡΙΨΙΣ: [726, 971, 801, 982]
article-body: ΑΚΡΑΓΑΣ, Σικελία, 21. (Ρώυτερ).— Οἱ κάτοικοι ἐπιστρέφουν εἰς τὰς οἰκίας των.: [1203, 805, 1407, 826]
article-body: ΚΑΜΠΟΥΛ, Ἀφγανιστάν, 21. (Ἀσσοσ. Πρές).— Ἡ κυβέρνησις τοῦ Ἀφγανιστὰν ἀνακοινοῖ ὅτι κατὰ τὸ τρέχον ἔτος θὰ συμπληρωθῇ ἡ κατασκευὴ νέων ὁδικῶν ἀρτηριῶν συνολικοῦ μήκους ἄνω τῶν 2.000 χιλιομέτρων.: [8, 1076, 298, 1119]
headline: ΚΑΤΑΔΙΚΗ ΕΙΣ ΘΑΝΑΤΟΝ ΡΩΣΣΟΥ ΟΔΗΓΟΥ ΔΙΟΤΙ ΕΤΡΑΥΜΑΤΙΣΕ ΤΟΠΙΚΟΝ ΗΓΕΤΗΝ ΤΟΥ Κ.Κ.: [632, 1762, 895, 1810]
column-5: [1203, 49, 1560, 2327]
column-3b-upper: [766, 206, 902, 804]
divider: [310, 752, 455, 753]
article-body: ΑΘΗΝΑΙ, 21.— Ἡ Ὀργάνωσις Δημοκρατικῶν Νέων ἀνακοινοῖ ὅτι θὰ πραγματοποιήσῃ νέαν συγκέντρωσιν εἰς τὸν κινηματογράφον «Γκλόρια».: [310, 687, 455, 741]
headline: Η ευμλοσία δὲν δέχεται τὴν ἀποκατάστασιν μόνον τῶν νεοεκλεγέντων: [39, 49, 267, 186]
article-body: ΑΘΗΝΑΙ, 21.— Διὰ τὸ ζήτημα τῶν ὡρῶν ἐργασίας τῶν θυρωρῶν ἐδόθησαν ἐξηγήσεις ὑπὸ τοῦ ὑπουργείου.: [915, 1113, 1190, 1146]
article: [621, 1407, 906, 1625]
headline: ΑΙ ΜΕΓΑΛΑΙ ΧΩΡΑΙ ΔΕΝ ΘΑ ΔΙΕΚΔΙΚΗΣΟΥΝ ΚΑΤΟΧΗΝ ΤΟΥ ΕΞΩΤΕΡΙΚΟΥ ΔΙΑΣΤΗΜΑΤΟΣ: [661, 1648, 866, 1696]
article-body: ΚΑΤΕΡΙΝΗ, 21.— Ἡ ἐβδομαδιαία τοπικὴ ἐφημερὶς ἔπαυσε τὴν ἔκδοσίν της.: [912, 1708, 1167, 1730]
divider: [8, 1015, 298, 1017]
article-body: ΟΥΑΣΙΓΚΤΩΝ, 21. (Ρώυτερ).— Τὸ Στέιτ Ντηπάρτμεντ ἀνεκοίνωσεν ὅτι αἱ Ἡνωμέναι Πολιτεῖαι εἶναι διατεθειμέναι νὰ ἀνταλλάξουν τοὺς αἰχμαλώτους πιλότους μὲ Βορειοβιετναμίτας αἰχμαλώτους.: [766, 395, 902, 491]
article-body: ΑΚΡΩΤΗΡΙΟΝ ΚΕΝΝΕΝΤΥ, 21. (Ἀσσοσ. Πρές).— Ἡ πτῆσις τοῦ διαστημοπλοίου «Τζέμινι — 10» ἐστέφθη ὑπὸ πλήρους ἐπιτυχίας.: [1203, 1000, 1560, 1022]
divider: [621, 1742, 906, 1744]
headline: ΕΠΑΝΕΛΗΦΘΗΣΑΝ ΑΙ ΣΥΓΚΡΟΥΣΕΙΣ ΕΙΣ ΚΛΗΒΕΛΑΝΔ ΜΕΤΑΞΥ ΝΕΓΡΩΝ ΔΙΑΔΗΛΩΤΩΝ ΚΑΙ ΕΘΝΟΦΡΟΥΡΩΝ: [1216, 561, 1547, 609]
subhead: ΔΥΣΦΟΡΙΑ ΕΙΣ ΟΥΑΣΙΓΚΤΩΝ: [980, 244, 1124, 254]
article-body: ΑΝΟ-Ι 21. (Ἡνωμ. Τύπος).— Μεταξὺ τῶν κύκλων τῶν κομμουνιστικῶν χωρῶν ἐκφράζεται ἡ γνώμη ὅτι ἡ κυβέρνησις τοῦ Ἀνό-ι δὲν ἔχει λάβει ἀκόμη ὁριστικὴν ἀπόφασιν διὰ τὴν παραπομπὴν εἰς δίκην τῶν αἰχμαλώτων Ἀμερικανῶν πιλότων. Πρὸ ἡμερῶν, πάντως, τὸ ραδιόφωνον τοῦ Ἀνό-ι εἶχεν ἀναφέρει ὅτι οἱ ἀεροπόροι θὰ δικασθοῦν ὡς ἐγκληματίαι πολέμου. Κατὰ τὰς ἰδίας πηγὰς δὲν ἀποκλείεται ἡ ἀνταλλαγὴ τῶν αἰχμαλώτων.: [621, 206, 760, 377]
headline: ΤΟ ΙΡΑΚ ΕΥΧΑΡΙΣΤΕΙ ΤΗΝ ΡΩΣΣΙΑΝ ΔΙΑ ΤΗΝ ΒΟΗΘΕΙΑΝ: [915, 1394, 1189, 1424]
article-body: ΛΕΥΚΩΣΙΑ, 21. (Τοῦ ἀνταποκριτοῦ μας).— Τὸ ὑπουργικὸν συμβούλιον ἀπεφάσισε τὴν παράτασιν τῆς θητείας τοῦ προέδρου Μακαρίου καὶ τῶν βουλευτῶν ἐπὶ ἓν ἔτος, δεδομένου ὅτι αἱ συνθῆκαι δὲν ἐπιτρέπουν τὴν διεξαγωγὴν ἐκλογῶν. Ἡ σχετικὴ ἀπόφασις θὰ ὑποβληθῇ εἰς τὴν Βουλὴν πρὸς ψήφισιν.: [1203, 173, 1560, 227]
article: [310, 373, 455, 496]
headline: Η ΜΟΣΧΑ ΚΑΤΗΓΟΡΕΙ ΤΟΝ ΚΑΤΑΣΚΟΠΟΝ ΑΜΕΡΙΚΑΝΟΝ ΔΙΠΛΩΜΑΤΗΝ: [924, 900, 1181, 930]
article-body: ΠΑΡΙΣΙΟΙ, 21. (Ρώυτερ).— Ἡ Γαλλία παρέχει νέας πιστώσεις πρὸς τὴν Ἀλγερίαν διὰ τὴν ἐκτέλεσιν ἔργων οἰκονομικῆς ἀναπτύξεως.: [310, 1134, 455, 1188]
article: [621, 1644, 906, 1731]
article: [310, 514, 455, 624]
subhead: ΑΙ ΣΥΝΟΜΙΛΙΑΙ ΤΟΥ ΜΑΡΤΙΝ: [980, 389, 1124, 399]
